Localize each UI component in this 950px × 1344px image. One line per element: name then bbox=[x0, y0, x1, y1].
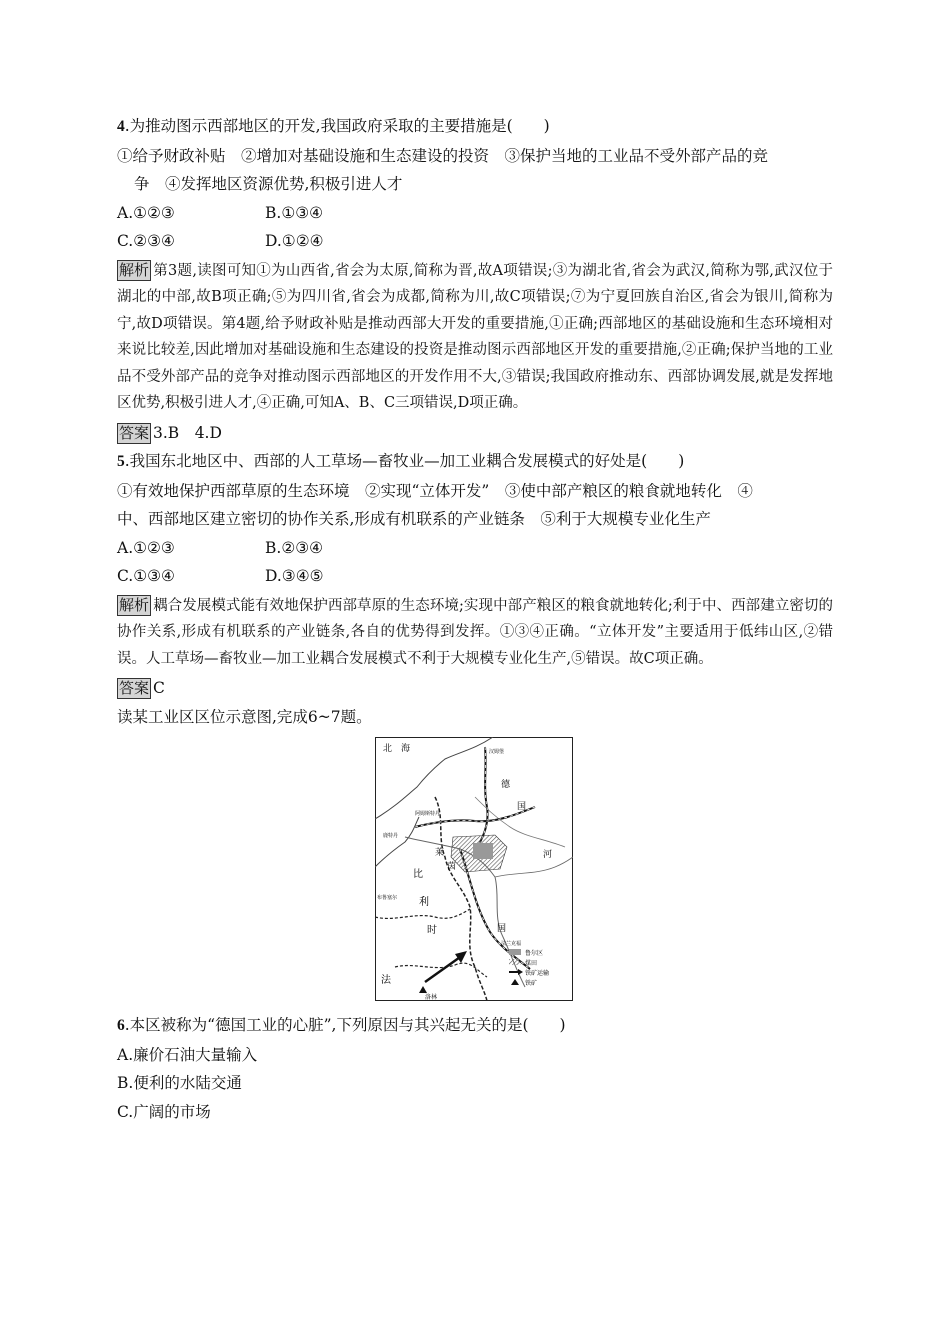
map-label-fa: 法 bbox=[381, 975, 391, 986]
answer-text: 3.B 4.D bbox=[153, 423, 222, 442]
map-label-brussels: 布鲁塞尔 bbox=[377, 895, 398, 901]
explanation-text: 耦合发展模式能有效地保护西部草原的生态环境;实现中部产粮区的粮食就地转化;利于中、西部建立密切的协作关系,形成有机联系的产业链条,各自的优势得到发挥。①③④正确。“立体开发”主要适用于低纬山区,②错误。人工草场—畜牧业—加工业耦合发展模式不利于大规模专业化生产,⑤错误。故C项正确。 bbox=[117, 597, 833, 667]
map-label-shi: 时 bbox=[427, 925, 437, 936]
option-b: B.便利的水陆交通 bbox=[117, 1074, 242, 1092]
question-4-options-row-1 bbox=[117, 199, 833, 228]
answer-2 bbox=[117, 674, 833, 703]
map-label-country-guo-2: 国 bbox=[497, 924, 507, 934]
option-a: A.①②③ bbox=[117, 203, 175, 222]
map-intro: 读某工业区区位示意图,完成6~7题。 bbox=[117, 707, 372, 726]
map-label-country-de: 德 bbox=[501, 780, 511, 790]
option-d: D.①②④ bbox=[265, 232, 324, 250]
map-label-li: 利 bbox=[419, 897, 429, 908]
question-5-options-row-1 bbox=[117, 534, 833, 563]
option-a: A.廉价石油大量输入 bbox=[117, 1045, 258, 1064]
question-4-options-row-2 bbox=[117, 227, 833, 256]
map-label-lorraine: 洛林 bbox=[425, 994, 438, 1001]
map-label-rotterdam: 鹿特丹 bbox=[383, 833, 399, 839]
map-label-yin: 茵 bbox=[447, 862, 457, 872]
option-b: B.①③④ bbox=[265, 203, 324, 222]
map-label-he: 河 bbox=[543, 850, 553, 860]
map-label-bremen: 汉姆堡 bbox=[489, 749, 505, 755]
map-label-bi: 比 bbox=[413, 869, 423, 880]
map-label-frankfurt: 法兰克福 bbox=[501, 941, 522, 947]
question-5-statements-1: ①有效地保护西部草原的生态环境 ②实现“立体开发” ③使中部产粮区的粮食就地转化 ④ bbox=[117, 481, 753, 500]
explanation-1 bbox=[117, 258, 833, 417]
answer-text: C bbox=[153, 679, 165, 697]
map-label-sea: 北 海 bbox=[383, 744, 411, 754]
industrial-region-map bbox=[375, 737, 573, 1001]
map-label-country-guo-1: 国 bbox=[517, 802, 527, 812]
explanation-tag: 解析 bbox=[119, 260, 150, 279]
answer-1 bbox=[117, 419, 833, 448]
option-a: A.①②③ bbox=[117, 538, 175, 557]
question-5-options-row-2 bbox=[117, 562, 833, 591]
option-c: C.②③④ bbox=[117, 232, 175, 250]
legend-ruhr: 鲁尔区 bbox=[525, 950, 544, 957]
map-label-amsterdam: 阿姆斯特丹 bbox=[415, 811, 441, 817]
map-label-lai: 莱 bbox=[435, 848, 445, 858]
explanation-tag: 解析 bbox=[119, 595, 150, 614]
legend-iron-transport: 铁矿运输 bbox=[525, 970, 550, 977]
option-c: C.广阔的市场 bbox=[117, 1102, 211, 1121]
question-4-stem: 4.为推动图示西部地区的开发,我国政府采取的主要措施是( ) bbox=[117, 117, 550, 135]
question-5-statements-2: 中、西部地区建立密切的协作关系,形成有机联系的产业链条 ⑤利于大规模专业化生产 bbox=[117, 510, 711, 528]
answer-tag: 答案 bbox=[119, 679, 150, 697]
explanation-text: 第3题,读图可知①为山西省,省会为太原,简称为晋,故A项错误;③为湖北省,省会为武汉,简称为鄂,武汉位于湖北的中部,故B项正确;⑤为四川省,省会为成都,简称为川,故C项错误;⑦为宁夏回族自治区,省会为银川,简称为宁,故D项错误。第4题,给予财政补贴是推动西部大开发的重要措施,①正确;西部地区的基础设施和生态环境相对来说比较差,因此增加对基础设施和生态建设的投资是推动图示西部地区开发的重要措施,②正确;保护当地的工业品不受外部产品的竞争对推动图示西部地区的开发作用不大,③错误;我国政府推动东、西部协调发展,就是发挥地区优势,积极引进人才,④正确,可知A、B、C三项错误,D项正确。 bbox=[117, 262, 833, 411]
option-c: C.①③④ bbox=[117, 567, 175, 585]
question-4-statements-1: ①给予财政补贴 ②增加对基础设施和生态建设的投资 ③保护当地的工业品不受外部产品的竞 bbox=[117, 146, 769, 165]
map-figure bbox=[375, 737, 573, 1001]
question-4-statements-2: 争 ④发挥地区资源优势,积极引进人才 bbox=[134, 175, 403, 193]
option-d: D.③④⑤ bbox=[265, 567, 324, 585]
option-b: B.②③④ bbox=[265, 538, 324, 557]
question-6-stem: 6.本区被称为“德国工业的心脏”,下列原因与其兴起无关的是( ) bbox=[117, 1016, 566, 1034]
answer-tag: 答案 bbox=[119, 423, 150, 442]
explanation-2 bbox=[117, 593, 833, 673]
legend-coalfield: 煤田 bbox=[525, 960, 538, 967]
document-page bbox=[117, 112, 833, 1126]
legend-iron-ore: 铁矿 bbox=[525, 980, 538, 987]
question-5-stem: 5.我国东北地区中、西部的人工草场—畜牧业—加工业耦合发展模式的好处是( ) bbox=[117, 452, 685, 470]
